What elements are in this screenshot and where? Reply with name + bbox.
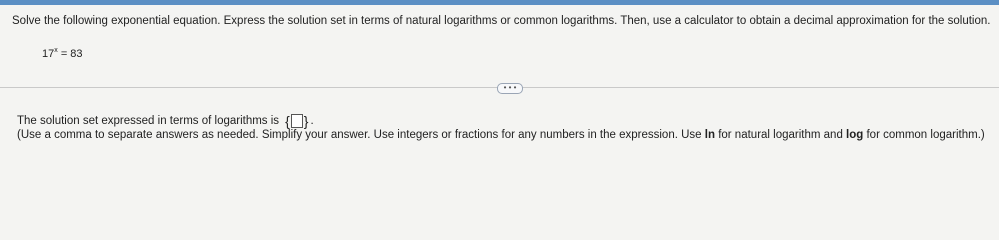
top-accent-bar: [0, 0, 999, 5]
answer-line: [17, 113, 314, 129]
answer-input[interactable]: [291, 114, 303, 128]
help-log: log: [846, 129, 864, 141]
open-brace: {: [285, 113, 290, 129]
close-brace: }: [303, 113, 309, 129]
help-part3: for common logarithm.): [863, 129, 985, 141]
help-part1: (Use a comma to separate answers as needed. Simplify your answer. Use integers or fractions for any numbers in the expression. Use: [17, 129, 705, 141]
answer-prefix: The solution set expressed in terms of logarithms is: [17, 115, 280, 127]
help-ln: ln: [704, 129, 715, 141]
equation-base: 17: [42, 48, 55, 60]
equation-rhs: = 83: [60, 48, 83, 60]
answer-help-text: [17, 129, 985, 141]
problem-instructions: Solve the following exponential equation. Express the solution set in terms of natural logarithms or common logarithms. Then, use a calculator to obtain a decimal approximation for the solution.: [12, 15, 991, 27]
equation-exponent: x: [54, 47, 58, 54]
help-part2: for natural logarithm and: [715, 129, 847, 141]
equation: [42, 47, 83, 60]
expand-more-button[interactable]: • • •: [497, 83, 523, 94]
answer-period: .: [310, 115, 314, 127]
